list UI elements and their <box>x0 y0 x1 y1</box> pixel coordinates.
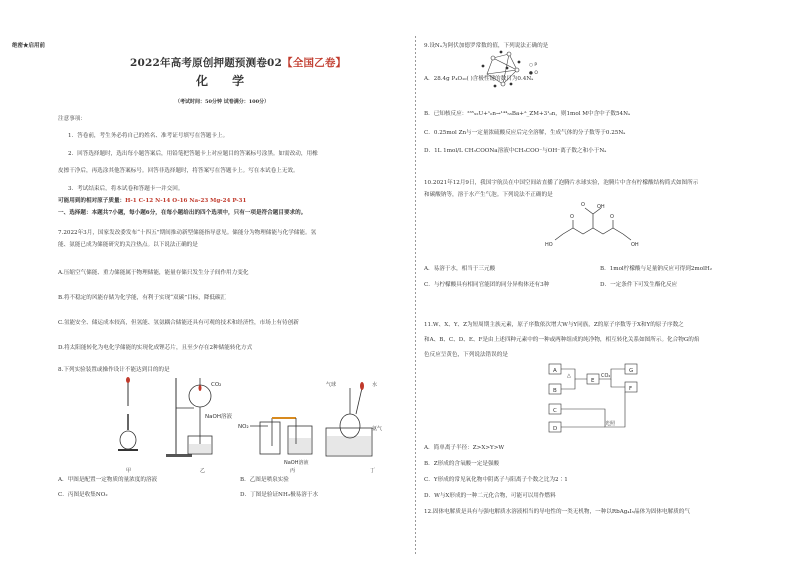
q7-option-c: C.氢能安全、储运成本较高，但氢能、氢氨耦合储能还具有可观的技术和经济性，市场上有待创新 <box>58 320 299 326</box>
q11-option-a: A．简单离子半径：Z>X>Y>W <box>424 445 505 451</box>
caption-bing: 丙 <box>290 468 296 474</box>
q11-option-c: C．Y形成的常见氧化物中阴离子与阳离子个数之比为2∶1 <box>424 477 568 483</box>
q8-option-b: B．乙图是喷泉实验 <box>240 477 289 483</box>
q7-stem-2: 能、氨能已成为储能研究的关注热点。以下说法正确的是 <box>58 242 198 248</box>
q8-option-a: A．甲图是配置一定物质的量浓度的溶液 <box>58 477 158 483</box>
q11-flow-diagram <box>545 360 665 440</box>
apparatus-yi <box>166 378 232 457</box>
q8-stem: 8.下列实验装置或操作设计不能达到目的的是 <box>58 367 170 373</box>
box-g: G <box>629 368 634 374</box>
atomic-mass-label: 可能用到的相对原子质量： <box>58 198 126 204</box>
q11-option-b: B．Z形成的含氧酸一定是强酸 <box>424 461 500 467</box>
apparatus-bing <box>238 418 312 466</box>
q9-option-d: D．1L 1mol/L CH₃COONa溶液中CH₃COO⁻与OH⁻离子数之和小于Nₐ <box>424 148 607 154</box>
label-balloon: 气球 <box>326 382 337 388</box>
exam-title-main: 2022年高考原创押题预测卷02 <box>130 57 283 69</box>
q12-stem: 12.固体电解质是具有与强电解质水溶液相当的导电性的一类无机物，一种以RbAg₄I₅晶体为固体电解质的气 <box>424 509 690 515</box>
label-ammonia: 氨气 <box>372 426 383 432</box>
exam-title <box>130 57 347 69</box>
exam-meta: （考试时间：50分钟 试卷满分：100分） <box>175 99 270 105</box>
label-co2: CO₂ <box>211 382 222 388</box>
apparatus-jia <box>118 377 138 451</box>
label-water: 水 <box>372 382 378 388</box>
subject-title: 化 学 <box>196 74 255 88</box>
q9-option-c: C．0.25mol Zn与一定量浓硫酸反应后完全溶解，生成气体的分子数等于0.25Nₐ <box>424 130 626 136</box>
q7-option-b: B.将不稳定的风能存储为化学能，有利于实现“双碳”目标，降低碳汇 <box>58 295 227 301</box>
column-divider <box>415 36 416 556</box>
caption-jia: 甲 <box>126 468 132 474</box>
citric-acid-structure <box>545 200 655 250</box>
secret-mark: 绝密★启用前 <box>12 43 46 49</box>
citric-o-left: O <box>570 214 574 220</box>
q7-option-d: D.将太阳能转化为电化学储能的实现化成锂芯片，且至少存在2种储能转化方式 <box>58 345 253 351</box>
note-2: 2．回答选择题时，选出每小题答案后，用铅笔把答题卡上对应题目的答案标号涂黑。如需改动，用橡 <box>68 151 318 157</box>
q11-stem-1: 11.W、X、Y、Z为短周期主族元素，原子序数依次增大W与Y同族，Z的原子序数等于X和Y的原子序数之 <box>424 322 684 328</box>
q9-stem: 9.设Nₐ为阿伏加德罗常数的值，下列说法正确的是 <box>424 43 549 49</box>
q11-stem-2: 和A、B、C、D、E、F是由上述四种元素中的一种或两种组成的纯净物，相互转化关系如图所示。化合物G的焰 <box>424 337 700 343</box>
box-b: B <box>553 388 557 394</box>
q8-option-c: C．丙图是收集NO₂ <box>58 492 108 498</box>
q10-stem-2: 和碳酸钠等，溶于水产生气泡。下列说法不正确的是 <box>424 192 553 198</box>
q7-stem-1: 7.2022年3月，国家发改委发布“十四五”期间推动新型储能指导意见。储能分为物理储能与化学储能。氢 <box>58 230 317 236</box>
note-1: 1．答卷前，考生务必将自己的姓名、准考证号填写在答题卡上。 <box>68 133 229 139</box>
arrow-light: 光照 <box>605 421 616 427</box>
note-3: 3．考试结束后，将本试卷和答题卡一并交回。 <box>68 186 184 192</box>
atomic-mass-line <box>58 198 246 205</box>
note-2b: 皮擦干净后，再选涂其他答案标号。回答非选择题时，将答案写在答题卡上。写在本试卷上无效。 <box>58 168 299 174</box>
q7-option-a: A.压缩空气储能、重力储能属于物理储能，能量存储只发生分子间作用力变化 <box>58 270 249 276</box>
box-d: D <box>553 426 558 432</box>
label-naoh: NaOH溶液 <box>205 414 232 420</box>
citric-o-top: O <box>581 202 585 208</box>
q9-option-b: B．已知核反应：²³⁵₉₂U+¹₀n→¹⁴⁴₅₆Ba+ᴬ_ZM+3¹₀n，则1mol M中含中子数54Nₐ <box>424 111 631 117</box>
q10-option-a: A．易溶于水，相当于三元酸 <box>424 266 496 272</box>
label-no2: NO₂ <box>238 424 249 430</box>
apparatus-ding <box>326 381 382 456</box>
caption-yi: 乙 <box>200 468 206 474</box>
arrow-co2: CO₂ <box>601 373 611 379</box>
q11-stem-3: 色反应呈黄色，下列说法错误的是 <box>424 352 508 358</box>
q10-option-b: B．1mol柠檬酸与足量钠反应可得到2molH₂ <box>600 266 712 272</box>
atomic-mass-values: H-1 C-12 N-14 O-16 Na-23 Mg-24 P-31 <box>125 198 247 204</box>
box-f: F <box>629 386 633 392</box>
q10-stem-1: 10.2021年12月9日，我国宇航员在中国空间站直播了泡腾片水球实验，泡腾片中含有柠檬酸结构简式如图所示 <box>424 180 699 186</box>
q10-option-c: C．与柠檬酸具有相同官能团的同分异构体还有3种 <box>424 282 550 288</box>
box-e: E <box>591 378 595 384</box>
q8-option-d: D．丁图是验证NH₃极易溶于水 <box>240 492 319 498</box>
exam-title-tag: 【全国乙卷】 <box>282 57 347 69</box>
citric-oh-top: OH <box>597 204 605 210</box>
label-naoh-2: NaOH溶液 <box>284 460 309 466</box>
legend-p: ○ P <box>529 63 538 68</box>
q10-option-d: D．一定条件下可发生酯化反应 <box>600 282 678 288</box>
arrow-delta: △ <box>567 373 571 379</box>
caption-ding: 丁 <box>370 468 376 474</box>
legend-o: ● O <box>529 71 538 76</box>
q8-apparatus-figure <box>100 374 400 466</box>
box-c: C <box>553 408 557 414</box>
citric-o-right: O <box>610 214 614 220</box>
citric-ho-left: HO <box>545 242 553 248</box>
q11-option-d: D．W与X形成的一种二元化合物，可能可以用作燃料 <box>424 493 556 499</box>
box-a: A <box>553 368 557 374</box>
q9-option-a: A．28.4g P₄O₁₀( )含极性键的数目为0.4Nₐ <box>424 76 534 82</box>
citric-oh-right: OH <box>631 242 639 248</box>
section-1-heading: 一、选择题：本题共7小题，每小题6分，在每小题给出的四个选项中，只有一项是符合题目要求的。 <box>58 210 307 216</box>
notes-heading: 注意事项： <box>58 116 86 122</box>
